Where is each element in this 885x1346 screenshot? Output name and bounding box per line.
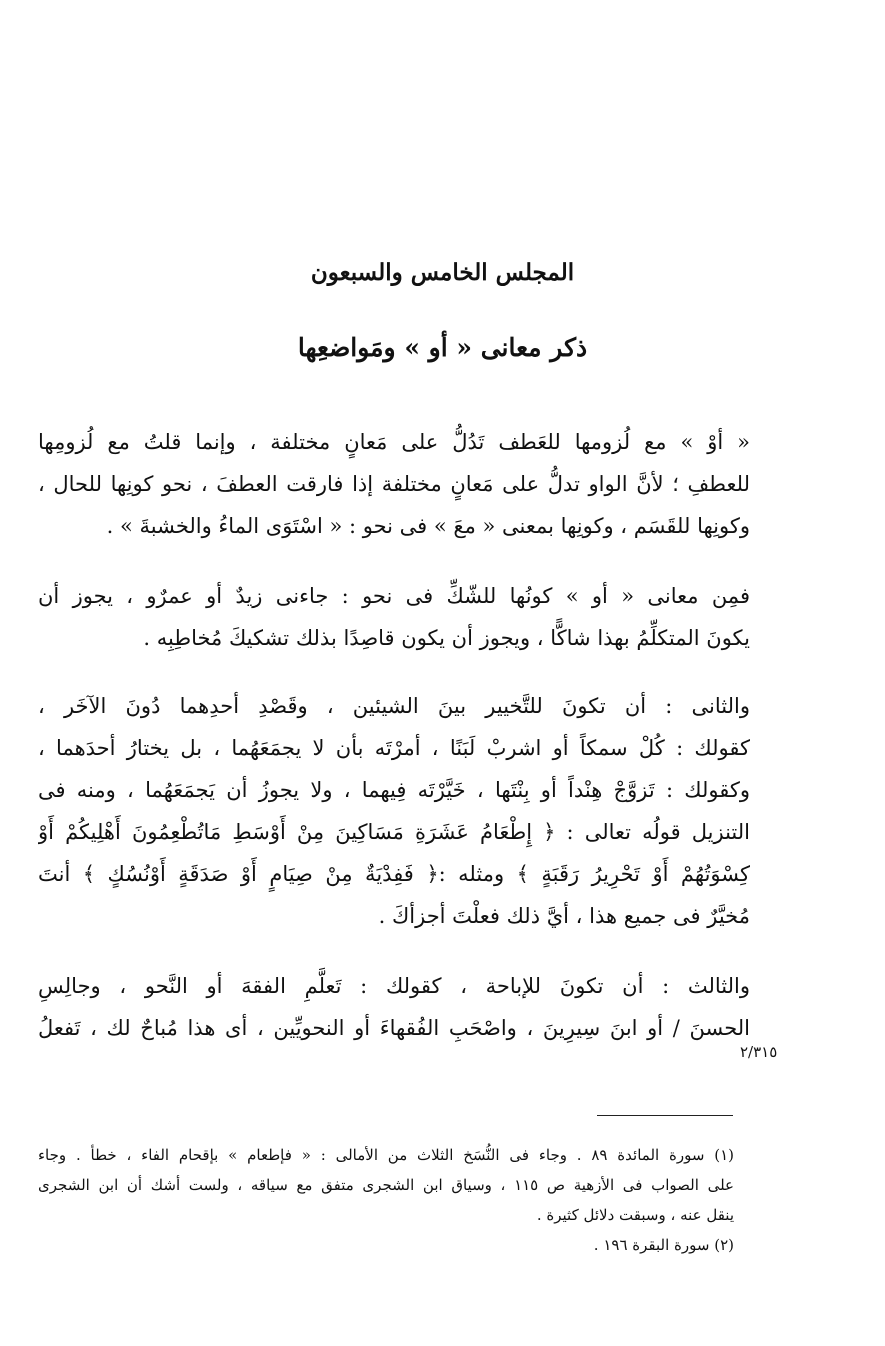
text-line: مُخيَّرٌ فى جميع هذا ، أيَّ ذلك فعلْتَ أجزأكَ . [378, 904, 750, 928]
text-line: وكقولك : تَزوَّجْ هِنْداً أو بِنْتَها ، خَيَّرْتَه فِيهما ، ولا يجوزُ أن يَجمَعَهُما ، ومنه فى [38, 778, 750, 802]
text-line: وكونِها للقَسَم ، وكونِها بمعنى « معَ » فى نحو : « اسْتَوَى الماءُ والخشبةَ » . [106, 514, 750, 538]
text-line: يكونَ المتكلِّمُ بهذا شاكًّا ، ويجوز أن يكون قاصِدًا بذلك تشكيكَ مُخاطِبِه . [143, 626, 750, 650]
paragraph-3 [38, 685, 750, 937]
chapter-title: المجلس الخامس والسبعون [310, 259, 575, 286]
footnote-line: ينقل عنه ، وسبقت دلائل كثيرة . [536, 1206, 734, 1224]
section-title: ذكر معانى « أو » ومَواضعِها [297, 333, 588, 362]
text-line: فمِن معانى « أو » كونُها للشّكِّ فى نحو : جاءنى زيدٌ أو عمرٌو ، يجوز أن [38, 584, 750, 608]
footnote-divider [597, 1115, 733, 1116]
footnotes [38, 1140, 734, 1260]
paragraph-4 [38, 965, 750, 1049]
text-line: للعطفِ ؛ لأنَّ الواو تدلُّ على مَعانٍ مختلفة إذا فارقت العطفَ ، نحو كونِها للحال ، [38, 472, 750, 496]
footnote-line: على الصواب فى الأزهية ص ١١٥ ، وسياق ابن الشجرى متفق مع سياقه ، ولست أشك أن ابن الشجرى [38, 1176, 734, 1194]
footnote-line: (١) سورة المائدة ٨٩ . وجاء فى النُّسَخ الثلاث من الأمالى : « فإطعام » بإقحام الفاء ، خطأ . وجاء [38, 1146, 734, 1164]
text-line: التنزيل قولُه تعالى : ﴿ إِطْعَامُ عَشَرَةِ مَسَاكِينَ مِنْ أَوْسَطِ مَاتُطْعِمُونَ أَهْلِيكُمْ أَوْ [38, 820, 750, 844]
text-line: كِسْوَتُهُمْ أَوْ تَحْرِيرُ رَقَبَةٍ ﴾ ومثله :﴿ فَفِدْيَةٌ مِنْ صِيَامٍ أَوْ صَدَقَةٍ أَوْنُسُكٍ ﴾ أنتَ [38, 862, 750, 886]
text-line: كقولك : كُلْ سمكاً أو اشربْ لَبَنًا ، أمرْتَه بأن لا يجمَعَهُما ، بل يختارُ أحدَهما ، [38, 736, 750, 760]
paragraph-1 [38, 421, 750, 547]
text-line: والثانى : أن تكونَ للتَّخيير بينَ الشيئين ، وقَصْدِ أحدِهما دُونَ الآخَر ، [38, 694, 750, 718]
margin-page-reference: ٢/٣١٥ [740, 1043, 778, 1061]
footnote-line: (٢) سورة البقرة ١٩٦ . [593, 1236, 734, 1254]
paragraph-2 [38, 575, 750, 659]
text-line: الحسنَ / أو ابنَ سِيرِينَ ، واصْحَبِ الفُقهاءَ أو النحويِّين ، أى هذا مُباحٌ لك ، تَفعلُ [38, 1016, 750, 1040]
text-line: والثالث : أن تكونَ للإباحة ، كقولك : تَعلَّمِ الفقهَ أو النَّحو ، وجالِسِ [38, 974, 750, 998]
text-line: « أوْ » مع لُزومها للعَطف تَدُلُّ على مَعانٍ مختلفة ، وإنما قلتُ مع لُزومِها [38, 430, 750, 454]
